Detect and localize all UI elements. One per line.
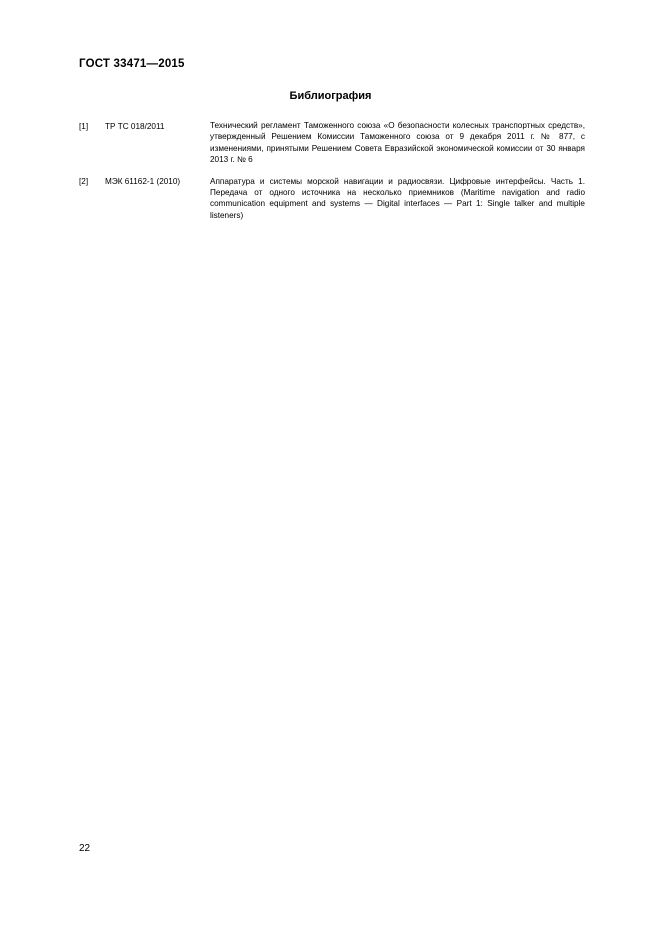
- page-number: 22: [79, 843, 91, 854]
- list-item: [79, 176, 585, 222]
- entry-number: [2]: [79, 177, 89, 187]
- entry-reference: МЭК 61162-1 (2010): [105, 177, 181, 187]
- entry-text: Аппаратура и системы морской навигации и радиосвязи. Цифровые интерфейсы. Часть 1. Передача от одного источника на несколько приемников (Maritime navigation and radio communication equipment and systems — Digital interfaces — Part 1: Single talker and multiple listeners): [210, 176, 585, 220]
- entry-number: [1]: [79, 121, 89, 131]
- entry-text: Технический регламент Таможенного союза «О безопасности колесных транспортных средств», утвержденный Решением Комиссии Таможенного союза от 9 декабря 2011 г. № 877, с изменениями, принятыми Решением Совета Евразийской экономической комиссии от 30 января 2013 г. № 6: [210, 121, 585, 165]
- section-title: Библиография: [289, 90, 372, 102]
- list-item: [79, 120, 585, 166]
- entry-reference: ТР ТС 018/2011: [105, 121, 165, 131]
- document-header: ГОСТ 33471—2015: [79, 58, 185, 70]
- bibliography-list: [79, 120, 585, 231]
